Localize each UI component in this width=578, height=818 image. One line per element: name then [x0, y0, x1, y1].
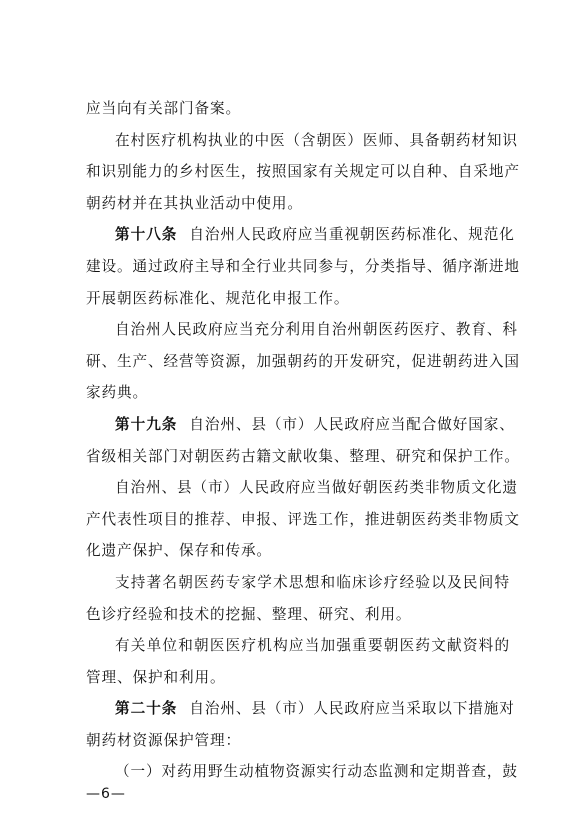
text-line — [86, 156, 520, 188]
line-text: （一）对药用野生动植物资源实行动态监测和定期普查，鼓 — [115, 763, 518, 781]
line-text: 应当向有关部门备案。 — [86, 100, 241, 117]
text-line — [86, 693, 515, 725]
article-number: 第二十条 — [115, 700, 178, 718]
line-text: 自治州人民政府应当充分利用自治州朝医药医疗、教育、科 — [115, 321, 518, 339]
text-line — [86, 472, 518, 504]
text-line — [86, 188, 510, 220]
line-text: 家药典。 — [86, 384, 148, 402]
line-text: 化遗产保护、保存和传承。 — [86, 542, 272, 560]
text-line — [86, 567, 510, 599]
document-body — [86, 93, 520, 788]
line-text: 自治州、县（市）人民政府应当做好朝医药类非物质文化遗 — [115, 479, 518, 497]
line-text: 管理、保护和利用。 — [86, 668, 226, 686]
text-line — [86, 251, 520, 283]
line-text: 有关单位和朝医医疗机构应当加强重要朝医药文献资料的 — [115, 637, 510, 655]
line-text: 色诊疗经验和技术的挖掘、整理、研究、利用。 — [86, 605, 412, 623]
text-line — [86, 93, 510, 125]
text-line — [86, 504, 520, 536]
line-text: 和识别能力的乡村医生，按照国家有关规定可以自种、自采地产 — [86, 163, 520, 181]
text-line — [86, 125, 518, 157]
text-line — [86, 314, 518, 346]
text-line — [86, 599, 510, 631]
line-text: 自治州人民政府应当重视朝医药标准化、规范化 — [189, 226, 515, 244]
line-text: 朝药材并在其执业活动中使用。 — [86, 194, 303, 212]
text-line — [86, 535, 510, 567]
text-line — [86, 409, 515, 441]
text-line — [86, 219, 515, 251]
line-text: 建设。通过政府主导和全行业共同参与，分类指导、循序渐进地 — [86, 257, 520, 275]
text-line — [86, 756, 518, 788]
line-text: 研、生产、经营等资源，加强朝药的开发研究，促进朝药进入国 — [86, 352, 520, 370]
text-line — [86, 662, 510, 694]
article-number: 第十九条 — [115, 415, 178, 433]
line-text: 省级相关部门对朝医药古籍文献收集、整理、研究和保护工作。 — [86, 447, 520, 465]
line-text: 自治州、县（市）人民政府应当采取以下措施对 — [189, 700, 515, 718]
page-number: —6— — [86, 786, 126, 802]
line-text: 在村医疗机构执业的中医（含朝医）医师、具备朝药材知识 — [115, 131, 518, 149]
line-text: 朝药材资源保护管理： — [86, 731, 241, 749]
text-line — [86, 441, 520, 473]
text-line — [86, 346, 520, 378]
text-line — [86, 377, 510, 409]
text-line — [86, 630, 510, 662]
line-text: 开展朝医药标准化、规范化申报工作。 — [86, 289, 350, 307]
article-number: 第十八条 — [115, 226, 178, 244]
line-text: 产代表性项目的推荐、申报、评选工作，推进朝医药类非物质文 — [86, 510, 520, 528]
text-line — [86, 283, 510, 315]
line-text: 自治州、县（市）人民政府应当配合做好国家、 — [189, 415, 515, 433]
text-line — [86, 725, 510, 757]
line-text: 支持著名朝医药专家学术思想和临床诊疗经验以及民间特 — [115, 573, 510, 591]
